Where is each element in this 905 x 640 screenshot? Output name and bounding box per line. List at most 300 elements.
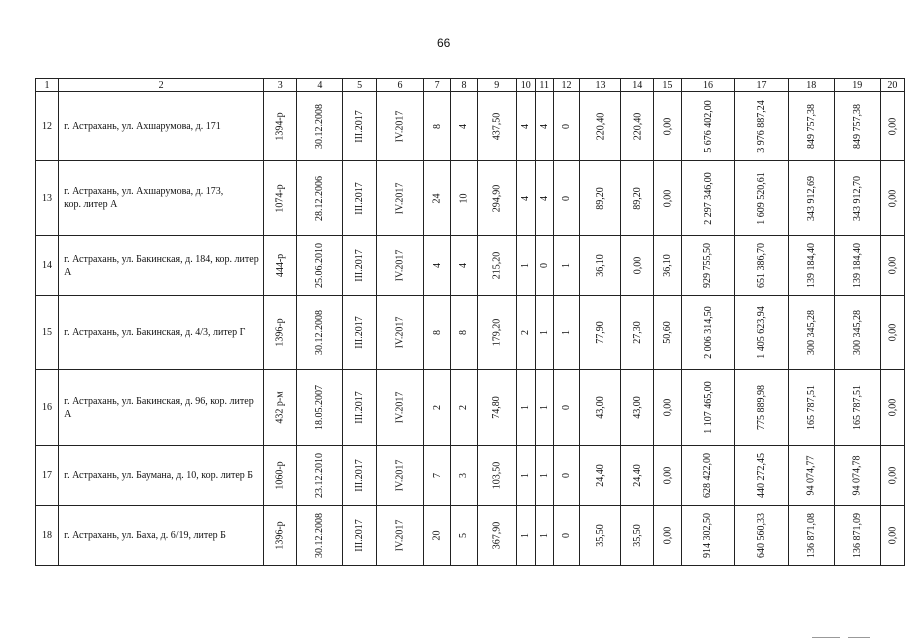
cell-value: 1396-р [274,318,286,347]
cell-value: 2 006 314,50 [702,306,714,359]
cell-col-9 [477,446,516,506]
cell-col-16 [681,236,735,296]
cell-value: 4 [520,195,532,201]
cell-col-14 [621,92,654,161]
data-table [35,78,905,566]
cell-value: 165 787,51 [851,385,863,430]
cell-col-7 [424,506,451,566]
column-header-9: 9 [477,79,516,92]
column-header-13: 13 [580,79,621,92]
cell-value: IV.2017 [394,182,406,214]
cell-value: 1074-р [274,183,286,213]
cell-value: 8 [431,123,443,129]
cell-value: 7 [431,473,443,478]
cell-value: 8 [458,330,470,335]
cell-col-3 [264,236,297,296]
address-cell [59,296,264,370]
cell-value: 94 074,77 [805,455,817,496]
cell-col-11 [535,296,553,370]
cell-col-4 [297,296,343,370]
cell-col-19 [834,506,880,566]
cell-col-17 [735,236,789,296]
address-line: г. Астрахань, ул. Бакинская, д. 4/3, литер Г [64,327,246,338]
cell-value: 1 [520,533,532,538]
cell-col-8 [451,370,478,446]
cell-col-14 [621,446,654,506]
cell-value: 0 [561,533,573,538]
cell-value: 30.12.2008 [314,310,326,355]
cell-col-3 [264,296,297,370]
cell-value: III.2017 [354,519,366,552]
cell-value: 3 [458,473,470,478]
cell-value: 215,20 [491,251,503,280]
cell-value: 43,00 [594,396,606,419]
cell-value: 775 889,98 [755,385,767,430]
cell-value: 437,50 [491,112,503,140]
cell-value: 343 912,69 [805,175,817,221]
cell-col-8 [451,296,478,370]
address-cell [59,506,264,566]
cell-col-19 [834,446,880,506]
cell-value: 25.06.2010 [314,243,326,288]
address-cell [59,446,264,506]
cell-value: IV.2017 [394,316,406,349]
cell-value: 0,00 [886,256,898,275]
cell-value: 35,50 [594,524,606,547]
cell-col-8 [451,236,478,296]
cell-col-5 [343,296,377,370]
cell-col-5 [343,370,377,446]
cell-col-15 [654,506,682,566]
table-row [36,446,905,506]
column-header-12: 12 [553,79,580,92]
cell-col-10 [516,506,535,566]
cell-value: 3 976 887,24 [755,99,767,153]
cell-value: 77,90 [594,321,606,344]
cell-col-20 [880,296,904,370]
cell-value: 367,90 [491,521,503,550]
cell-col-5 [343,92,377,161]
cell-col-18 [788,446,834,506]
cell-value: 300 345,28 [805,310,817,355]
cell-col-11 [535,92,553,161]
cell-col-7 [424,236,451,296]
cell-col-6 [376,446,423,506]
cell-value: 30.12.2008 [314,103,326,149]
cell-col-3 [264,161,297,236]
cell-value: IV.2017 [394,110,406,142]
cell-value: 1060-р [274,461,286,490]
cell-value: 0 [561,195,573,201]
address-line: г. Астрахань, ул. Бакинская, д. 184, кор. литер А [64,253,259,278]
address-line: г. Астрахань, ул. Ахшарумова, д. 173, [64,186,224,197]
cell-col-12 [553,370,580,446]
column-header-2: 2 [59,79,264,92]
cell-value: 8 [431,330,443,335]
cell-col-13 [580,296,621,370]
column-header-19: 19 [834,79,880,92]
cell-value: 36,10 [594,254,606,277]
cell-col-3 [264,370,297,446]
cell-col-20 [880,446,904,506]
column-header-10: 10 [516,79,535,92]
row-number: 14 [36,236,59,296]
cell-value: 0,00 [631,256,643,275]
cell-value: 28.12.2006 [314,175,326,221]
table-row [36,506,905,566]
cell-value: 1 107 465,00 [702,381,714,434]
cell-value: 2 [458,405,470,410]
cell-col-6 [376,370,423,446]
cell-col-13 [580,506,621,566]
cell-col-18 [788,506,834,566]
cell-value: 440 272,45 [755,453,767,498]
cell-value: 4 [520,123,532,129]
cell-col-17 [735,92,789,161]
cell-col-12 [553,92,580,161]
cell-col-15 [654,370,682,446]
cell-value: 4 [431,263,443,268]
cell-col-14 [621,506,654,566]
cell-value: 444-р [274,253,286,278]
cell-value: 35,50 [631,524,643,547]
cell-col-19 [834,296,880,370]
cell-col-5 [343,506,377,566]
column-header-7: 7 [424,79,451,92]
cell-col-19 [834,161,880,236]
cell-col-12 [553,506,580,566]
cell-value: IV.2017 [394,459,406,492]
column-header-8: 8 [451,79,478,92]
address-cell [59,92,264,161]
cell-value: 628 422,00 [702,453,714,498]
cell-col-9 [477,92,516,161]
cell-col-16 [681,296,735,370]
cell-col-7 [424,446,451,506]
cell-value: 139 184,40 [805,243,817,288]
address-cell [59,370,264,446]
cell-value: 1 609 520,61 [755,171,767,225]
cell-col-11 [535,236,553,296]
cell-value: 0,00 [886,323,898,342]
cell-value: 0,00 [661,189,673,207]
cell-value: 651 386,70 [755,243,767,288]
cell-value: III.2017 [354,181,366,215]
cell-value: 0,00 [886,117,898,135]
cell-value: IV.2017 [394,249,406,282]
cell-col-9 [477,370,516,446]
cell-value: 50,60 [661,321,673,344]
cell-col-12 [553,236,580,296]
row-number: 15 [36,296,59,370]
cell-value: 1 [538,405,550,410]
cell-col-15 [654,161,682,236]
cell-value: 220,40 [631,112,643,140]
cell-col-16 [681,161,735,236]
cell-col-5 [343,236,377,296]
cell-col-11 [535,446,553,506]
cell-value: 24 [431,193,443,203]
cell-col-17 [735,506,789,566]
row-number: 16 [36,370,59,446]
cell-col-7 [424,370,451,446]
cell-col-6 [376,506,423,566]
cell-value: 1 405 623,94 [755,306,767,359]
cell-col-12 [553,296,580,370]
cell-value: 43,00 [631,396,643,419]
cell-value: 179,20 [491,318,503,347]
cell-col-6 [376,161,423,236]
cell-col-14 [621,296,654,370]
cell-value: 36,10 [661,254,673,277]
cell-value: 4 [458,123,470,129]
cell-value: 1 [561,330,573,335]
column-header-5: 5 [343,79,377,92]
cell-value: 0 [561,123,573,129]
cell-col-20 [880,236,904,296]
cell-value: 30.12.2008 [314,513,326,558]
cell-col-13 [580,161,621,236]
cell-value: 89,20 [631,186,643,210]
cell-col-19 [834,92,880,161]
address-line: г. Астрахань, ул. Баха, д. 6/19, литер Б [64,530,226,541]
cell-col-3 [264,506,297,566]
scan-artifact [848,637,870,638]
cell-col-7 [424,296,451,370]
cell-col-13 [580,236,621,296]
column-header-1: 1 [36,79,59,92]
cell-value: 4 [458,263,470,268]
cell-value: 1 [538,473,550,478]
cell-col-4 [297,92,343,161]
cell-col-19 [834,370,880,446]
cell-col-7 [424,161,451,236]
table-row [36,161,905,236]
cell-col-8 [451,506,478,566]
cell-value: IV.2017 [394,519,406,552]
cell-col-12 [553,161,580,236]
cell-col-8 [451,446,478,506]
cell-value: 94 074,78 [851,455,863,496]
cell-value: 0,00 [886,398,898,417]
cell-value: 23.12.2010 [314,453,326,498]
cell-value: 1396-р [274,521,286,550]
cell-col-3 [264,92,297,161]
cell-value: 1 [520,473,532,478]
cell-value: IV.2017 [394,391,406,424]
cell-value: 849 757,38 [851,103,863,149]
cell-col-17 [735,446,789,506]
cell-value: 0 [561,405,573,410]
cell-col-9 [477,296,516,370]
cell-value: 0,00 [886,189,898,207]
cell-col-20 [880,92,904,161]
cell-col-12 [553,446,580,506]
cell-value: 914 302,50 [702,513,714,558]
column-header-17: 17 [735,79,789,92]
cell-col-5 [343,446,377,506]
cell-col-4 [297,236,343,296]
cell-col-10 [516,296,535,370]
cell-value: 1 [520,405,532,410]
cell-col-4 [297,506,343,566]
cell-col-13 [580,446,621,506]
cell-value: 103,50 [491,461,503,490]
cell-value: 0,00 [661,526,673,545]
cell-value: 89,20 [594,186,606,210]
cell-value: 1 [561,263,573,268]
cell-value: 74,80 [491,396,503,419]
table-row [36,296,905,370]
cell-col-10 [516,236,535,296]
table-row [36,370,905,446]
cell-value: 10 [458,193,470,203]
cell-value: III.2017 [354,391,366,424]
column-number-row [36,79,905,92]
cell-col-18 [788,236,834,296]
cell-col-15 [654,446,682,506]
cell-value: 294,90 [491,184,503,212]
cell-value: 0,00 [886,526,898,545]
cell-col-3 [264,446,297,506]
cell-value: 640 560,33 [755,513,767,558]
cell-value: 5 676 402,00 [702,99,714,153]
cell-col-6 [376,92,423,161]
cell-value: 1394-р [274,111,286,141]
cell-col-18 [788,296,834,370]
cell-col-8 [451,161,478,236]
cell-col-16 [681,506,735,566]
column-header-15: 15 [654,79,682,92]
cell-value: 0,00 [661,466,673,485]
column-header-20: 20 [880,79,904,92]
page-number: 66 [437,36,451,50]
cell-col-16 [681,92,735,161]
cell-col-14 [621,236,654,296]
cell-value: 0 [538,263,550,268]
column-header-3: 3 [264,79,297,92]
cell-col-10 [516,92,535,161]
cell-col-15 [654,92,682,161]
address-line: г. Астрахань, ул. Баумана, д. 10, кор. литер Б [64,470,254,481]
cell-col-17 [735,370,789,446]
cell-value: 2 [520,330,532,335]
address-line: г. Астрахань, ул. Бакинская, д. 96, кор. литер А [64,395,254,420]
cell-col-6 [376,296,423,370]
row-number: 12 [36,92,59,161]
address-cell [59,161,264,236]
cell-value: 300 345,28 [851,310,863,355]
cell-value: 4 [538,123,550,129]
cell-value: 136 871,09 [851,513,863,558]
cell-col-14 [621,161,654,236]
cell-col-10 [516,370,535,446]
cell-value: 24,40 [594,464,606,487]
cell-col-17 [735,161,789,236]
row-number: 18 [36,506,59,566]
cell-col-11 [535,370,553,446]
cell-value: 20 [431,530,443,541]
cell-col-11 [535,161,553,236]
cell-value: 0,00 [886,466,898,485]
cell-col-17 [735,296,789,370]
cell-value: 0,00 [661,117,673,135]
cell-col-20 [880,161,904,236]
cell-value: 0 [561,473,573,478]
cell-col-14 [621,370,654,446]
cell-col-9 [477,506,516,566]
cell-col-7 [424,92,451,161]
row-number: 13 [36,161,59,236]
column-header-11: 11 [535,79,553,92]
cell-col-20 [880,370,904,446]
cell-value: 432 р-м [274,391,286,424]
cell-col-9 [477,161,516,236]
cell-value: 0,00 [661,398,673,417]
cell-value: 18.05.2007 [314,385,326,430]
cell-col-18 [788,370,834,446]
row-number: 17 [36,446,59,506]
cell-value: III.2017 [354,459,366,492]
cell-value: 849 757,38 [805,103,817,149]
column-header-14: 14 [621,79,654,92]
cell-col-13 [580,92,621,161]
cell-value: III.2017 [354,109,366,143]
cell-col-16 [681,446,735,506]
cell-col-4 [297,370,343,446]
table-row [36,236,905,296]
cell-col-15 [654,236,682,296]
cell-value: 2 297 346,00 [702,171,714,225]
cell-value: 1 [538,533,550,538]
cell-col-18 [788,161,834,236]
cell-col-11 [535,506,553,566]
cell-value: 27,30 [631,321,643,344]
cell-value: 24,40 [631,464,643,487]
cell-value: 2 [431,405,443,410]
cell-col-20 [880,506,904,566]
cell-value: III.2017 [354,316,366,349]
cell-value: 5 [458,533,470,538]
cell-value: 136 871,08 [805,513,817,558]
cell-col-15 [654,296,682,370]
cell-col-16 [681,370,735,446]
cell-value: 4 [538,195,550,201]
address-line: кор. литер А [64,199,118,210]
table-row [36,92,905,161]
cell-col-8 [451,92,478,161]
column-header-18: 18 [788,79,834,92]
cell-col-10 [516,161,535,236]
address-line: г. Астрахань, ул. Ахшарумова, д. 171 [64,120,221,132]
address-cell [59,236,264,296]
cell-value: 1 [538,330,550,335]
cell-value: 343 912,70 [851,175,863,221]
cell-value: 929 755,50 [702,243,714,288]
cell-value: 139 184,40 [851,243,863,288]
cell-col-6 [376,236,423,296]
cell-col-5 [343,161,377,236]
cell-col-9 [477,236,516,296]
cell-value: 220,40 [594,112,606,140]
column-header-16: 16 [681,79,735,92]
cell-col-13 [580,370,621,446]
column-header-6: 6 [376,79,423,92]
scan-artifact [812,637,840,638]
cell-value: III.2017 [354,249,366,282]
cell-value: 1 [520,263,532,268]
column-header-4: 4 [297,79,343,92]
